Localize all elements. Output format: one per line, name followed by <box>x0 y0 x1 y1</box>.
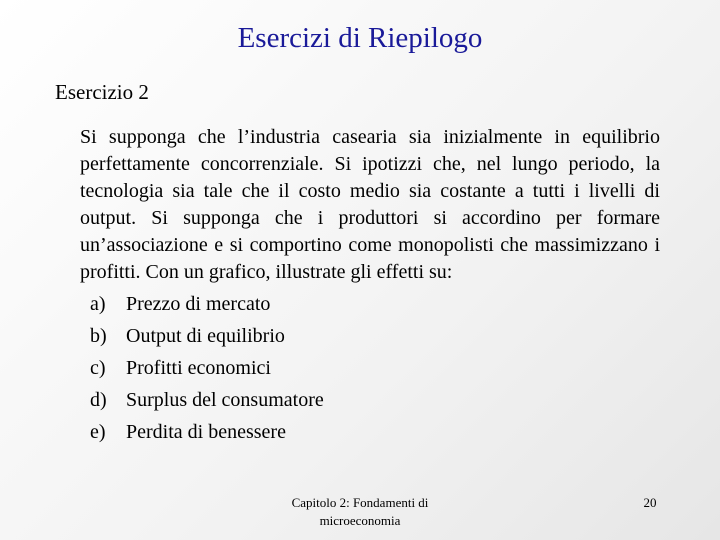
list-item-text: Prezzo di mercato <box>126 293 271 315</box>
effects-list <box>90 288 650 448</box>
list-marker: c) <box>90 357 106 379</box>
list-marker: d) <box>90 389 107 411</box>
slide-title: Esercizi di Riepilogo <box>237 22 483 54</box>
list-item-text: Profitti economici <box>126 357 271 379</box>
page-number: 20 <box>643 495 657 510</box>
list-item-text: Output di equilibrio <box>126 325 285 347</box>
footer-chapter-line2: microeconomia <box>319 513 401 528</box>
footer-chapter-line1: Capitolo 2: Fondamenti di <box>291 495 429 510</box>
list-item <box>90 320 650 352</box>
exercise-heading: Esercizio 2 <box>55 80 149 104</box>
exercise-text: Si supponga che l’industria casearia sia inizialmente in equilibrio perfettamente concorrenziale. Si ipotizzi che, nel lungo periodo, la tecnologia sia tale che il costo medio sia costante a tutti i livelli di output. Si supponga che i produttori si accordino per formare un’associazione e si comportino come monopolisti che massimizzano i profitti. Con un grafico, illustrate gli effetti su: <box>80 126 660 283</box>
list-marker: b) <box>90 325 107 347</box>
list-item <box>90 384 650 416</box>
list-marker: e) <box>90 421 106 443</box>
list-item-text: Perdita di benessere <box>126 421 286 443</box>
list-item <box>90 288 650 320</box>
list-marker: a) <box>90 293 106 315</box>
list-item <box>90 352 650 384</box>
footer-chapter <box>260 494 460 530</box>
list-item <box>90 416 650 448</box>
list-item-text: Surplus del consumatore <box>126 389 324 411</box>
